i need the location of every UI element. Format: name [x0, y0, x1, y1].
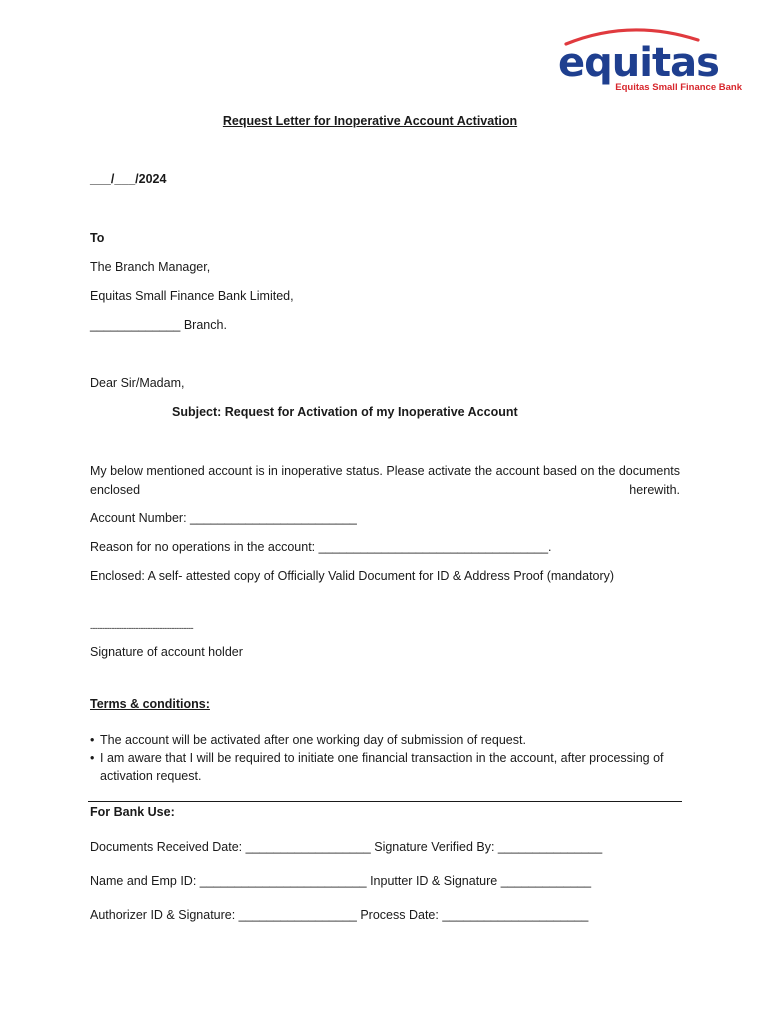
letter-title: Request Letter for Inoperative Account Activation [222, 114, 518, 128]
address-line-3: _____________ Branch. [90, 318, 227, 332]
bank-use-row-1: Documents Received Date: __________________ Signature Verified By: _______________ [90, 840, 603, 854]
bank-use-heading: For Bank Use: [90, 805, 175, 819]
account-number-field: Account Number: ________________________ [90, 511, 357, 525]
terms-heading: Terms & conditions: [90, 697, 210, 711]
signature-line: ------------------------------------------- [90, 623, 194, 633]
body-paragraph: My below mentioned account is in inoperative status. Please activate the account based on the documents enclosed herewith. [90, 464, 680, 497]
terms-item: • I am aware that I will be required to initiate one financial transaction in the account, after processing of activation request. [90, 749, 690, 785]
bank-use-row-3: Authorizer ID & Signature: _________________ Process Date: _____________________ [90, 908, 589, 922]
address-to: To [90, 231, 105, 245]
logo-tagline: Equitas Small Finance Bank [615, 82, 742, 93]
terms-list [90, 731, 690, 785]
equitas-logo [552, 24, 746, 96]
logo-wordmark: equitas [558, 40, 719, 86]
bank-use-row-2: Name and Emp ID: ________________________ Inputter ID & Signature _____________ [90, 874, 592, 888]
signature-label: Signature of account holder [90, 645, 243, 659]
address-line-1: The Branch Manager, [90, 260, 211, 274]
subject-line: Subject: Request for Activation of my Inoperative Account [172, 405, 518, 419]
address-line-2: Equitas Small Finance Bank Limited, [90, 289, 294, 303]
date-line: ___/___/2024 [90, 172, 167, 186]
terms-item: • The account will be activated after one working day of submission of request. [90, 731, 690, 749]
bank-use-divider [88, 801, 682, 802]
salutation: Dear Sir/Madam, [90, 376, 185, 390]
reason-field: Reason for no operations in the account: _________________________________. [90, 540, 552, 554]
enclosed-line: Enclosed: A self- attested copy of Officially Valid Document for ID & Address Proof (mandatory) [90, 569, 615, 583]
equitas-logo-graphic [552, 24, 746, 96]
